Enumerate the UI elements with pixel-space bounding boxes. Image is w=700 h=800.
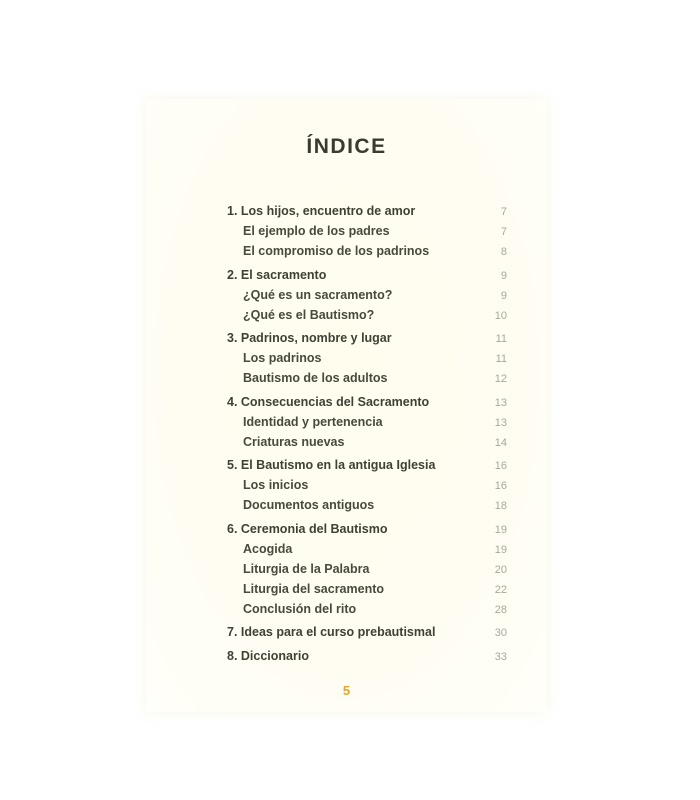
toc-entry-heading [227,456,507,476]
toc-entry-heading [227,329,507,349]
toc-entry-page: 11 [495,353,507,365]
toc-entry-label: 6. Ceremonia del Bautismo [227,521,388,536]
toc-entry-sub [227,349,507,369]
toc-entry-sub [227,600,507,620]
toc-entry-sub [227,306,507,326]
toc-entry-label: Acogida [243,541,293,556]
toc-entry-page: 19 [494,523,507,536]
toc-entry-label: Los inicios [243,478,309,492]
toc-entry-page: 33 [494,650,507,663]
toc-entry-sub [227,496,507,516]
toc-entry-page: 7 [500,226,507,238]
toc-entry-sub [227,242,507,262]
toc-entry-sub [227,222,507,242]
toc-entry-sub [227,433,507,453]
book-page [146,99,547,712]
toc-entry-sub [227,580,507,600]
toc-section [227,202,507,262]
toc-entry-sub [227,476,507,496]
toc-entry-sub [227,560,507,580]
toc-section [227,393,507,453]
toc-entry-page: 30 [494,627,507,639]
toc-entry-heading [227,266,507,286]
toc-entry-label: ¿Qué es el Bautismo? [243,307,375,322]
toc-entry-page: 7 [500,206,507,218]
toc-list [227,202,507,670]
toc-entry-label: Documentos antiguos [243,498,375,512]
toc-section [227,647,507,667]
toc-entry-page: 16 [494,460,507,472]
toc-entry-label: 5. El Bautismo en la antigua Iglesia [227,458,436,472]
page-number: 5 [342,683,351,698]
toc-entry-label: 1. Los hijos, encuentro de amor [227,204,416,218]
toc-entry-page: 8 [500,246,507,258]
toc-section [227,623,507,643]
toc-entry-sub [227,286,507,306]
toc-entry-label: Liturgia de la Palabra [243,561,370,576]
toc-entry-sub [227,413,507,433]
toc-entry-heading [227,623,507,643]
toc-entry-label: Los padrinos [243,351,322,365]
toc-entry-label: ¿Qué es un sacramento? [243,287,393,302]
toc-entry-page: 13 [494,416,507,429]
toc-entry-page: 14 [494,436,507,449]
toc-entry-label: 4. Consecuencias del Sacramento [227,394,430,409]
toc-entry-page: 9 [500,289,507,302]
toc-entry-page: 16 [494,480,507,492]
toc-entry-page: 19 [494,543,507,556]
toc-entry-page: 13 [494,396,507,409]
toc-entry-sub [227,369,507,389]
toc-entry-label: Liturgia del sacramento [243,581,385,596]
page-title: ÍNDICE [306,135,387,158]
toc-entry-page: 12 [494,373,507,385]
toc-entry-heading [227,647,507,667]
toc-entry-page: 28 [494,603,507,616]
toc-entry-heading [227,202,507,222]
toc-entry-sub [227,540,507,560]
toc-section [227,329,507,389]
toc-entry-page: 10 [494,309,507,322]
toc-entry-page: 22 [494,583,507,596]
toc-entry-label: 2. El sacramento [227,267,327,282]
toc-entry-page: 9 [500,269,507,282]
toc-entry-label: 3. Padrinos, nombre y lugar [227,331,392,345]
toc-entry-label: El ejemplo de los padres [243,224,390,238]
toc-entry-page: 18 [494,500,507,512]
toc-entry-label: 8. Diccionario [227,648,309,663]
toc-entry-label: El compromiso de los padrinos [243,244,430,258]
toc-entry-label: Conclusión del rito [243,601,357,616]
toc-entry-label: Identidad y pertenencia [243,414,383,429]
toc-section [227,456,507,516]
toc-entry-label: Criaturas nuevas [243,434,345,449]
toc-entry-label: 7. Ideas para el curso prebautismal [227,625,436,639]
toc-section [227,520,507,620]
toc-section [227,266,507,326]
toc-entry-page: 20 [494,563,507,576]
toc-entry-page: 11 [495,333,507,345]
toc-entry-heading [227,393,507,413]
toc-entry-label: Bautismo de los adultos [243,371,388,385]
toc-entry-heading [227,520,507,540]
